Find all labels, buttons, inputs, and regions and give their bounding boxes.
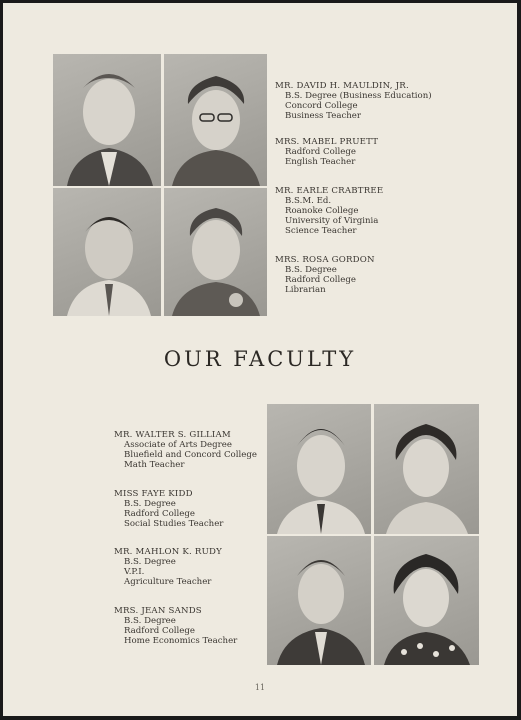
bio-kidd (114, 489, 223, 529)
bio-line: Roanoke College (285, 206, 359, 216)
bio-line: Social Studies Teacher (124, 519, 224, 529)
page-title: OUR FACULTY (163, 347, 357, 371)
bio-line: Science Teacher (285, 226, 357, 236)
bio-line: B.S. Degree (124, 616, 176, 626)
page-number: 11 (254, 683, 266, 692)
bio-gilliam (114, 430, 257, 470)
faculty-name: MR. WALTER S. GILLIAM (114, 430, 231, 440)
portrait-photo-pruett (164, 54, 267, 186)
bio-line: Math Teacher (124, 460, 185, 470)
faculty-name: MR. MAHLON K. RUDY (114, 547, 222, 557)
bio-line: University of Virginia (285, 216, 379, 226)
faculty-name: MISS FAYE KIDD (114, 489, 193, 499)
bio-crabtree (275, 186, 383, 236)
bio-gordon (275, 255, 375, 295)
bio-line: B.S. Degree (Business Education) (285, 91, 432, 101)
portrait-photo-gordon (164, 188, 267, 316)
portrait-photo-rudy (267, 536, 371, 665)
bio-line: Home Economics Teacher (124, 636, 238, 646)
bio-line: B.S. Degree (124, 557, 176, 567)
bio-line: Radford College (124, 509, 195, 519)
faculty-name: MR. DAVID H. MAULDIN, JR. (275, 81, 409, 91)
bio-line: Bluefield and Concord College (124, 450, 257, 460)
bio-pruett (275, 137, 378, 167)
portrait-photo-sands (374, 536, 479, 665)
bio-line: B.S.M. Ed. (285, 196, 332, 206)
faculty-name: MR. EARLE CRABTREE (275, 186, 384, 196)
yearbook-page (3, 3, 517, 716)
bio-line: Agriculture Teacher (124, 577, 212, 587)
bio-rudy (114, 547, 222, 587)
bio-mauldin (275, 81, 432, 121)
bio-line: Radford College (285, 147, 356, 157)
portrait-photo-kidd (374, 404, 479, 534)
portrait-photo-gilliam (267, 404, 371, 534)
faculty-name: MRS. JEAN SANDS (114, 606, 202, 616)
portrait-photo-mauldin (53, 54, 161, 186)
portrait-photo-crabtree (53, 188, 161, 316)
bio-line: B.S. Degree (124, 499, 176, 509)
bio-line: Radford College (124, 626, 195, 636)
bio-sands (114, 606, 237, 646)
bio-line: Radford College (285, 275, 356, 285)
bio-line: Associate of Arts Degree (124, 440, 232, 450)
bio-line: V.P.I. (124, 567, 145, 577)
faculty-name: MRS. ROSA GORDON (275, 255, 375, 265)
bio-line: Business Teacher (285, 111, 361, 121)
bio-line: Concord College (285, 101, 358, 111)
bio-line: B.S. Degree (285, 265, 337, 275)
bio-line: English Teacher (285, 157, 356, 167)
bio-line: Librarian (285, 285, 326, 295)
faculty-name: MRS. MABEL PRUETT (275, 137, 379, 147)
